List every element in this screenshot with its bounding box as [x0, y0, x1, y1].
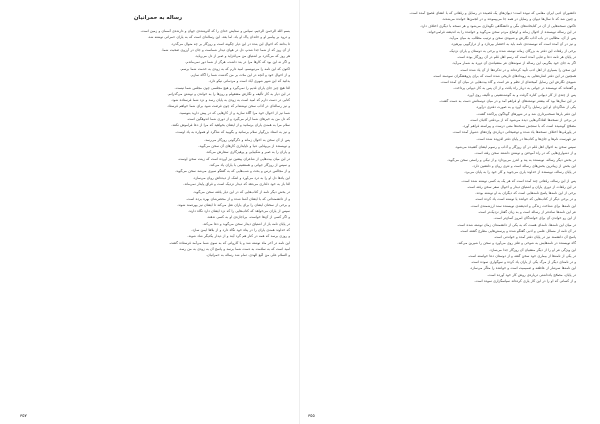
paragraph: و از مجالس درس و بحث و شب‌هایی که به گفتگو سپری می‌شد سخن می‌گوید.	[175, 169, 290, 174]
paragraph: و از دشواری‌هایی که در راه آموختن و نوشتن داشتند سخن رفته است.	[474, 151, 576, 156]
paragraph: شیوه‌ی نگارش این رسایل آمیخته‌ای از نظم و نثر است و گاه بیت‌هایی در میان آن آمده است.	[440, 80, 576, 85]
paragraph: و یاران را به صبر و شکیبایی و پرهیزگاری سفارش می‌کند.	[205, 150, 290, 155]
paragraph: اگر به جای خود بنگریم، این رساله از نمونه‌های نثر منشیانه‌ی آن دوره به شمار می‌آید.	[451, 61, 576, 66]
paragraph: این دفتر بارها نسخه‌برداری شد و در شهرهای گوناگون پراکنده گشت.	[476, 111, 576, 116]
paragraph: این نامه‌ها برای شناخت زندگی و اندیشه‌ی نویسنده سند ارزشمندی است.	[470, 203, 576, 208]
paragraph: گاه نویسنده در نامه‌هایش به شوخی و طنز روی می‌آورد و سخن را شیرین می‌کند.	[457, 241, 576, 246]
paragraph: در این رقعات از دوری یاران و اشتیاق دیدار و احوال سفر سخن رفته است.	[466, 184, 576, 189]
paragraph: کتابی در دست دارم که امید است به زودی به پایان رسد و نزد شما فرستاده شود.	[171, 98, 290, 103]
paragraph: این سخن را بسیاری از اهل ادب تأیید کرده‌اند و در تذکره‌ها از آن یاد شده است.	[459, 67, 576, 72]
paragraph: در بخش دیگر نامه از کتاب‌هایی که در این دیار یافته سخن می‌گوید.	[192, 190, 290, 195]
paragraph: امید است که به سلامت به دست شما برسد و پاسخ آن به زودی به من رسد.	[178, 246, 290, 251]
paragraph: این بخش از زیباترین بخش‌های رساله است و نثری روان و دلنشین دارد.	[472, 163, 576, 168]
paragraph: در پایان هر نامه دعا و ثنایی آمده است که رسم اهل قلم در آن روزگار بوده است.	[456, 54, 576, 59]
paragraph: تا بدانند که احوال این بنده در این دیار چگونه است و روزگار بر چه منوال می‌گذرد.	[170, 41, 290, 46]
paragraph: برخی از این نامه‌ها پاسخ نامه‌هایی است که دیگران به او نوشته بودند.	[475, 191, 576, 196]
paragraph: هر روز که می‌گذرد بر اشتیاق من می‌افزاید و صبر از دل می‌رباید.	[194, 54, 290, 59]
paragraph: امّا هیچ چیز جای یاران قدیم را نمی‌گیرد و هیچ مجلسی چون مجلس شما نیست.	[174, 85, 290, 90]
paragraph: و روزی برسد که همه در کنار هم گرد آیند و از دیدار یکدیگر شاد شوند.	[187, 234, 290, 239]
page-number-right: ٣٥٥	[308, 413, 315, 418]
paragraph: و نیز رساله‌ای در آداب سخن نوشته‌ام که چون فرصت شود برای شما خواهم فرستاد.	[166, 104, 290, 109]
paragraph: و السلام علی من اتّبع الهدی. تمام شد رساله به حمرانیان.	[206, 253, 290, 258]
paragraph: و درود بر پیامبر او و خاندان پاک او باد. اما بعد، این رساله‌ای است که به یاران حمرانی نوشته شد.	[147, 35, 290, 40]
paragraph: این نامه در آخر ماه نوشته شد و با کاروانی که به سوی شما می‌آمد فرستاده گشت.	[168, 240, 290, 245]
page-number-left: ٣٥٧	[20, 413, 27, 418]
paragraph: و از احوال خود و آنچه در این مدّت بر من گذشت شما را آگاه سازم.	[190, 72, 290, 77]
paragraph: و نیز به استاد بزرگوار سلام برسانید و بگویید که شاگرد او همواره به یاد اوست.	[175, 129, 290, 134]
paragraph: در این سال‌ها بود که بیشتر نوشته‌های او فراهم آمد و در میان دوستانش دست به دست گشت.	[439, 98, 576, 103]
paragraph: این نامه‌ها سرشار از عاطفه و صمیمیت است و خواننده را متأثّر می‌سازد.	[469, 266, 576, 271]
paragraph: و نیز در آن آمده است که نویسنده‌ی نامه باید به اختصار بپردازد و از درازگویی بپرهیزد.	[450, 42, 576, 47]
paragraph: پس از چندی از کار دیوانی کناره گرفت و به گوشه‌نشینی و تألیف روی آورد.	[466, 92, 576, 97]
left-page-body	[26, 28, 290, 258]
page-title: رساله به حمرانیان	[133, 15, 183, 21]
paragraph: در این دیار به کار تألیف و نگارش مشغولم و روزها را به خواندن و نوشتن می‌گذرانم.	[167, 91, 290, 96]
paragraph: پس از آن سخن به احوال زمانه و دگرگونی روزگار می‌رسد.	[204, 137, 290, 142]
paragraph: در پاورقی‌ها اختلاف نسخه‌ها یاد شده و توضیحاتی درباره‌ی واژه‌های دشوار آمده است.	[452, 130, 576, 135]
paragraph: که دل من به خبرهای شما آرام می‌گیرد و از دوری شما اندوهگین است.	[186, 116, 290, 121]
paragraph: در آن نامه از مسائل علمی و ادبی گفتگو شده و پرسش‌هایی مطرح گشته است.	[459, 228, 576, 233]
paragraph: پس از آن، مطالبی در باب آداب نگارش و شیوه‌ی سخن و ترتیب مطالب به میان می‌آید.	[448, 36, 576, 41]
paragraph: در یکی از نامه‌ها از بیماری خود سخن گفته و از دوستان دعا خواسته است.	[467, 253, 576, 258]
paragraph: در برخی از نسخه‌ها افتادگی‌هایی دیده می‌شود که از بی‌دقتی کاتبان است.	[469, 117, 576, 122]
paragraph: این یادها دل او را به درد می‌آورد و اشک از دیده‌اش روان می‌سازد.	[192, 175, 290, 180]
paragraph: و در نامه‌ای دیگر از مرگ یکی از یاران یاد کرده و سوگواری نموده است.	[470, 260, 576, 265]
paragraph: از این رو خواندن آن برای خوانندگان امروز آسان‌تر است.	[493, 216, 576, 221]
paragraph: همچنین در این دفتر اشاره‌هایی به رویدادهای تاریخی شده است که برای پژوهشگران سودمند است.	[432, 73, 576, 78]
paragraph: این ویژگی نثر او را از دیگر منشیان آن روزگار جدا می‌سازد.	[489, 247, 576, 252]
paragraph: در پایان، مصحّح یادداشتی درباره‌ی روش کار خود آورده است.	[487, 272, 576, 277]
paragraph: سپس از یاران می‌خواهد که کتاب‌هایی را که نزد ایشان دارد نگاه دارند.	[187, 209, 290, 214]
paragraph: که خداوند همه‌ی یاران را در پناه خود نگاه دارد و از بلاها ایمن سازد.	[191, 227, 290, 232]
paragraph: و چنین شد که تا سال‌ها دیوان و رسایل در همه جا می‌پیمودند و در انجمن‌ها خوانده می‌شدند.	[441, 17, 576, 22]
paragraph: مصحّح کوشیده است که با سنجش نسخه‌ها متنی درست و پیراسته فراهم آورد.	[462, 124, 576, 129]
paragraph: امّا باز به خود دلداری می‌دهد که دیدار نزدیک است و فراق پایدار نمی‌ماند.	[183, 181, 290, 186]
right-page-body	[312, 10, 576, 284]
paragraph: اکنون که این نامه را می‌نویسم، امید دارم که به زودی به خدمت شما برسم.	[180, 66, 290, 71]
paragraph: و در برخی دیگر از کتاب‌هایی که خوانده یا نوشته است یاد کرده است.	[474, 197, 576, 202]
paragraph: در این میان بیت‌هایی از شاعران پیشین نیز آورده است که زینت سخن اوست.	[177, 156, 290, 161]
paragraph: و برخی از سخنان ایشان را برای یاران نقل می‌کند تا ایشان نیز بهره‌مند شوند.	[177, 202, 290, 207]
paragraph: سلام مرا به همه‌ی یاران برسانید و از ایشان بخواهید که مرا از دعا فراموش نکنند.	[171, 123, 290, 128]
paragraph: و سپس از روزگار جوانی و همنشینی با یاران یاد می‌کند.	[209, 163, 290, 168]
paragraph: و گفته‌اند که نویسنده در جوانی به دربار راه یافت و از آن پس به کار دیوانی پرداخت.	[453, 86, 576, 91]
paragraph: در پایان رساله، نویسنده از خداوند یاری می‌جوید و کار خود را به پایان می‌برد.	[464, 170, 576, 175]
paragraph: تاکنون نسخه‌هایی از آن در کتابخانه‌های ملّی و دانشگاهی نگهداری می‌شود و هر نسخه با دیگری اختلاف دارد.	[420, 23, 576, 28]
paragraph: و اگر نه این بود که کارها مرا در بند داشت، هرگز از شما دور نمی‌ماندم.	[185, 60, 290, 65]
paragraph: از آن روز که از شما جدا شدم، دل در هوای دیدار شماست و جان در آرزوی صحبت شما.	[161, 47, 290, 52]
paragraph: و از کسانی که او را در این کار یاری کرده‌اند سپاسگزاری نموده است.	[474, 279, 576, 284]
paragraph: شما نیز از احوال خود مرا آگاه سازید و از کارهایی که در پیش دارید بنویسید.	[178, 110, 290, 115]
paragraph: در پایان نامه باز از اشتیاق دیدار سخن می‌گوید و دعا می‌کند.	[202, 221, 290, 226]
paragraph: سپس سخن به احوال اهل قلم در آن روزگار و آداب و رسوم ایشان کشیده می‌شود.	[454, 145, 576, 150]
paragraph: بدانید که این شهر شهری آباد است و مردمانی نیکو دارد.	[208, 79, 290, 84]
paragraph: و اگر کسی از آن‌ها خواست، بی‌اجازه‌ی او به کسی ندهند.	[206, 215, 290, 220]
paragraph: در بخش دیگر رساله، نویسنده به پند و اندرز می‌پردازد و از نیکی و راستی سخن می‌گوید.	[447, 157, 576, 162]
paragraph: برخی از رقعات این دفتر به بزرگان زمانه نوشته شده و برخی به دوستان و یاران نزدیک.	[448, 48, 576, 53]
paragraph: و از دانشمندانی که با ایشان آشنا شده و از محضرشان بهره برده است.	[186, 196, 290, 201]
paragraph: دانشوران ادبی ایران مقامی که نبوده است؛ دیوان‌های یک قصیده در رسایل و رقعاتی که با انشای فصیح آمده است.	[409, 11, 576, 15]
paragraph: بسم الله الرحمن الرحیم. سپاس و ستایش خدای را که آفریننده‌ی جهان و دارنده‌ی آسمان و زمین است.	[140, 29, 290, 33]
paragraph: در میان این نامه‌ها، نامه‌ای هست که به یکی از دانشمندان زمان نوشته شده است.	[456, 222, 576, 227]
paragraph: و نویسنده از بی‌وفایی دنیا و ناپایداری کارهای آن سخن می‌گوید.	[198, 144, 290, 149]
paragraph: پاسخ آن دانشمند نیز در پایان دفتر آمده و خواندنی است.	[493, 235, 576, 240]
paragraph: نیز فهرست نام‌ها و جای‌ها و کتاب‌ها در پایان دفتر افزوده شده است.	[476, 136, 576, 141]
paragraph: یکی از شاگردان او این رسایل را گرد آورد و به صورت دفتری درآورد.	[475, 105, 576, 110]
right-page	[300, 0, 600, 424]
paragraph: پس از این رساله، رقعاتی چند آمده است که هر یک به کسی نوشته شده است.	[461, 178, 576, 183]
paragraph: در این رساله نویسنده از احوال زمانه و اوضاع مردم سخن می‌گوید و خواننده را به اندیشه فرامی‌خواند.	[427, 29, 576, 34]
paragraph: نثر این نامه‌ها ساده‌تر از رساله است و به زبان گفتار نزدیک‌تر است.	[477, 209, 576, 214]
